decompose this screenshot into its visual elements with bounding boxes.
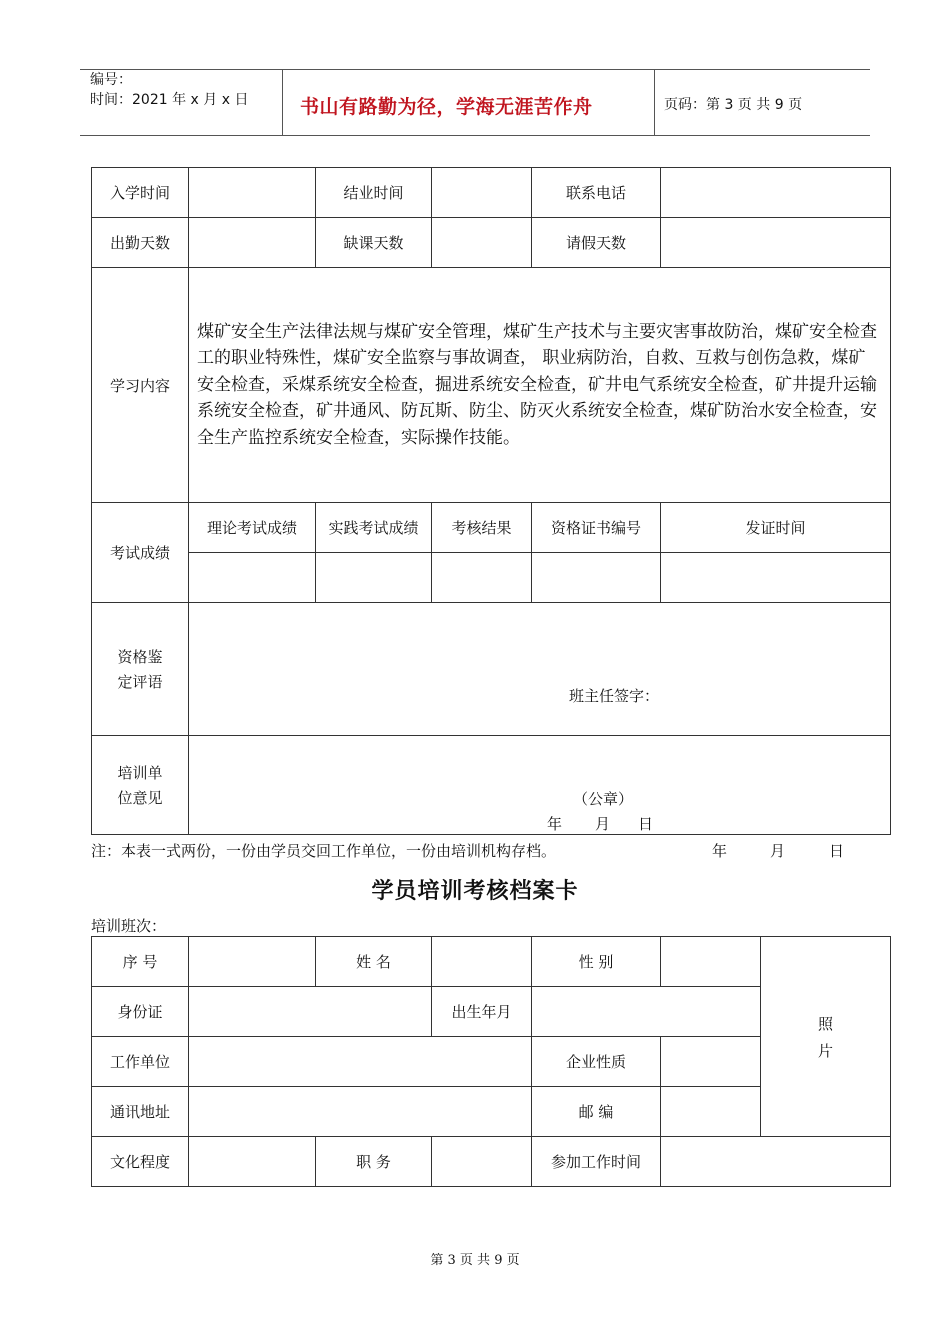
theory-score-cell[interactable] (189, 553, 316, 603)
gender-label: 性 别 (532, 937, 661, 987)
table-row (92, 218, 891, 268)
photo-label-line2: 片 (817, 1041, 833, 1060)
absent-days-label: 缺课天数 (316, 218, 432, 268)
header-motto: 书山有路勤为径，学海无涯苦作舟 (300, 96, 593, 118)
cert-number-header: 资格证书编号 (532, 503, 661, 553)
birth-cell[interactable] (532, 987, 761, 1037)
table-row (92, 553, 891, 603)
table-row (92, 503, 891, 553)
serial-label: 序 号 (92, 937, 189, 987)
postcode-cell[interactable] (661, 1087, 761, 1137)
note-text: 注：本表一式两份，一份由学员交回工作单位，一份由培训机构存档。 (91, 842, 557, 860)
card-title: 学员培训考核档案卡 (371, 878, 579, 904)
contact-phone-label: 联系电话 (532, 168, 661, 218)
serial-cell[interactable] (189, 937, 316, 987)
practice-score-header: 实践考试成绩 (316, 503, 432, 553)
leave-days-label: 请假天数 (532, 218, 661, 268)
table-row (92, 1137, 891, 1187)
leave-days-cell[interactable] (661, 218, 891, 268)
work-unit-cell[interactable] (189, 1037, 532, 1087)
training-unit-label-line2: 位意见 (117, 789, 163, 807)
absent-days-cell[interactable] (432, 218, 532, 268)
table-row (92, 268, 891, 503)
training-unit-label-line1: 培训单 (117, 764, 163, 782)
note-month: 月 (770, 842, 786, 860)
education-cell[interactable] (189, 1137, 316, 1187)
qualification-comment-cell[interactable] (189, 603, 891, 736)
contact-phone-cell[interactable] (661, 168, 891, 218)
qualification-label (92, 603, 189, 736)
attendance-days-cell[interactable] (189, 218, 316, 268)
birth-label: 出生年月 (432, 987, 532, 1037)
note-day: 日 (829, 842, 845, 860)
header-page-info: 页码：第 3 页 共 9 页 (664, 97, 803, 113)
study-content-text: 煤矿安全生产法律法规与煤矿安全管理，煤矿生产技术与主要灾害事故防治，煤矿安全检查工的职业特殊性，煤矿安全监察与事故调查， 职业病防治，自救、互救与创伤急救，煤矿安全检查，采煤系统安全检查，掘进系统安全检查，矿井电气系统安全检查，矿井提升运输系统安全检查，矿井通风、防瓦斯、防尘、防灭火系统安全检查，煤矿防治水安全检查，安全生产监控系统安全检查，实际操作技能。 (189, 268, 891, 503)
note-year: 年 (712, 842, 728, 860)
enroll-time-label: 入学时间 (92, 168, 189, 218)
training-unit-label (92, 736, 189, 835)
position-label: 职 务 (316, 1137, 432, 1187)
training-unit-opinion-cell[interactable] (189, 736, 891, 835)
id-card-cell[interactable] (189, 987, 432, 1037)
work-start-label: 参加工作时间 (532, 1137, 661, 1187)
header-time-label: 时间：2021 年 x 月 x 日 (90, 92, 249, 108)
teacher-signature-label: 班主任签字： (569, 687, 660, 705)
graduate-time-cell[interactable] (432, 168, 532, 218)
work-start-cell[interactable] (661, 1137, 891, 1187)
date-year: 年 (547, 815, 563, 833)
name-label: 姓 名 (316, 937, 432, 987)
issue-date-header: 发证时间 (661, 503, 891, 553)
header-divider-right (654, 69, 655, 135)
archive-card-table (91, 936, 891, 1187)
table-row (92, 937, 891, 987)
gender-cell[interactable] (661, 937, 761, 987)
date-day: 日 (638, 815, 654, 833)
date-month: 月 (595, 815, 611, 833)
address-label: 通讯地址 (92, 1087, 189, 1137)
header-bottom-rule (80, 135, 870, 136)
graduate-time-label: 结业时间 (316, 168, 432, 218)
official-seal-label: （公章） (573, 790, 634, 808)
table-row (92, 603, 891, 736)
qualification-label-line2: 定评语 (117, 673, 163, 691)
qualification-label-line1: 资格鉴 (117, 648, 163, 666)
address-cell[interactable] (189, 1087, 532, 1137)
work-unit-label: 工作单位 (92, 1037, 189, 1087)
study-content-label: 学习内容 (92, 268, 189, 503)
header-divider-left (282, 69, 283, 135)
name-cell[interactable] (432, 937, 532, 987)
company-type-label: 企业性质 (532, 1037, 661, 1087)
enroll-time-cell[interactable] (189, 168, 316, 218)
issue-date-cell[interactable] (661, 553, 891, 603)
practice-score-cell[interactable] (316, 553, 432, 603)
assessment-result-cell[interactable] (432, 553, 532, 603)
postcode-label: 邮 编 (532, 1087, 661, 1137)
theory-score-header: 理论考试成绩 (189, 503, 316, 553)
exam-score-label: 考试成绩 (92, 503, 189, 603)
cert-number-cell[interactable] (532, 553, 661, 603)
table-row (92, 168, 891, 218)
page-footer: 第 3 页 共 9 页 (430, 1253, 520, 1268)
position-cell[interactable] (432, 1137, 532, 1187)
header-number-label: 编号： (90, 72, 132, 88)
photo-label-line1: 照 (817, 1014, 833, 1033)
header-top-rule (80, 69, 870, 70)
attendance-days-label: 出勤天数 (92, 218, 189, 268)
education-label: 文化程度 (92, 1137, 189, 1187)
training-record-table (91, 167, 891, 835)
company-type-cell[interactable] (661, 1037, 761, 1087)
table-row (92, 736, 891, 835)
id-card-label: 身份证 (92, 987, 189, 1037)
assessment-result-header: 考核结果 (432, 503, 532, 553)
photo-cell[interactable] (761, 937, 891, 1137)
training-class-label: 培训班次： (91, 917, 167, 935)
